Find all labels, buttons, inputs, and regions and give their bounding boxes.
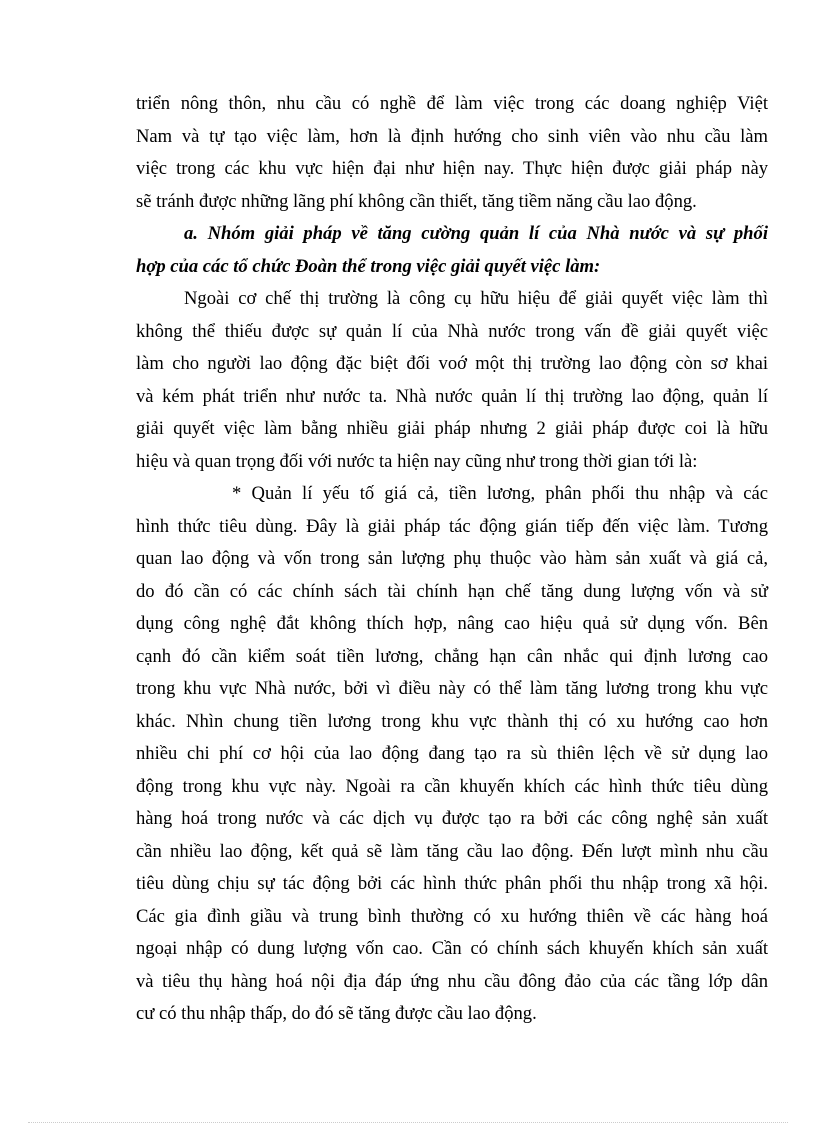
text-line: khác. Nhìn chung tiền lương trong khu vực thành thị có xu hướng cao hơn xyxy=(136,710,768,732)
text-line: hiệu và quan trọng đối với nước ta hiện nay cũng như trong thời gian tới là: xyxy=(136,450,698,472)
text-line: giải quyết việc làm bằng nhiều giải pháp nhưng 2 giải pháp được coi là hữu xyxy=(136,418,768,439)
text-line: quan lao động và vốn trong sản lượng phụ thuộc vào hàm sản xuất và giá cả, xyxy=(136,548,768,569)
text-line: và tiêu thụ hàng hoá nội địa đáp ứng nhu cầu đông đảo của các tầng lớp dân xyxy=(136,970,768,992)
section-heading: hợp của các tổ chức Đoàn thể trong việc giải quyết việc làm: xyxy=(136,255,601,277)
paragraph-continued xyxy=(136,88,768,1031)
text-line: do đó cần có các chính sách tài chính hạn chế tăng dung lượng vốn và sử xyxy=(136,580,768,602)
text-line: cạnh đó cần kiểm soát tiền lương, chẳng hạn cân nhắc qui định lương cao xyxy=(136,645,768,667)
text-line: trong khu vực Nhà nước, bởi vì điều này có thể làm tăng lương trong khu vực xyxy=(136,678,768,699)
text-line: sẽ tránh được những lãng phí không cần thiết, tăng tiềm năng cầu lao động. xyxy=(136,190,697,212)
text-line: hình thức tiêu dùng. Đây là giải pháp tác động gián tiếp đến việc làm. Tương xyxy=(136,515,768,537)
text-line: và kém phát triển như nước ta. Nhà nước quản lí thị trường lao động, quản lí xyxy=(136,385,768,407)
text-line: Ngoài cơ chế thị trường là công cụ hữu hiệu để giải quyết việc làm thì xyxy=(184,288,768,309)
text-line: việc trong các khu vực hiện đại như hiện nay. Thực hiện được giải pháp này xyxy=(136,158,768,179)
text-line: cư có thu nhập thấp, do đó sẽ tăng được cầu lao động. xyxy=(136,1003,537,1024)
text-line: Nam và tự tạo việc làm, hơn là định hướng cho sinh viên vào nhu cầu làm xyxy=(136,125,768,147)
text-line: không thể thiếu được sự quản lí của Nhà nước trong vấn đề giải quyết việc xyxy=(136,320,768,342)
text-line: làm cho người lao động đặc biệt đối voớ một thị trường lao động còn sơ khai xyxy=(136,353,768,374)
bullet-line: * Quản lí yếu tố giá cả, tiền lương, phân phối thu nhập và các xyxy=(232,483,768,504)
text-line: triển nông thôn, nhu cầu có nghề để làm việc trong các doang nghiệp Việt xyxy=(136,93,768,114)
section-heading: a. Nhóm giải pháp về tăng cường quản lí của Nhà nước và sự phối xyxy=(184,223,768,244)
text-line: ngoại nhập có dung lượng vốn cao. Cần có chính sách khuyến khích sản xuất xyxy=(136,938,768,959)
text-line: Các gia đình giầu và trung bình thường có xu hướng thiên về các hàng hoá xyxy=(136,905,768,927)
text-line: dụng công nghệ đắt không thích hợp, nâng cao hiệu quả sử dụng vốn. Bên xyxy=(136,613,768,634)
text-line: nhiều chi phí cơ hội của lao động đang tạo ra sù thiên lệch về sử dụng lao xyxy=(136,743,768,764)
text-line: cần nhiều lao động, kết quả sẽ làm tăng cầu lao động. Đến lượt mình nhu cầu xyxy=(136,840,768,862)
text-line: tiêu dùng chịu sự tác động bởi các hình thức phân phối thu nhập trong xã hội. xyxy=(136,873,768,894)
text-line: hàng hoá trong nước và các dịch vụ được tạo ra bởi các công nghệ sản xuất xyxy=(136,808,768,829)
text-line: động trong khu vực này. Ngoài ra cần khuyến khích các hình thức tiêu dùng xyxy=(136,775,768,797)
